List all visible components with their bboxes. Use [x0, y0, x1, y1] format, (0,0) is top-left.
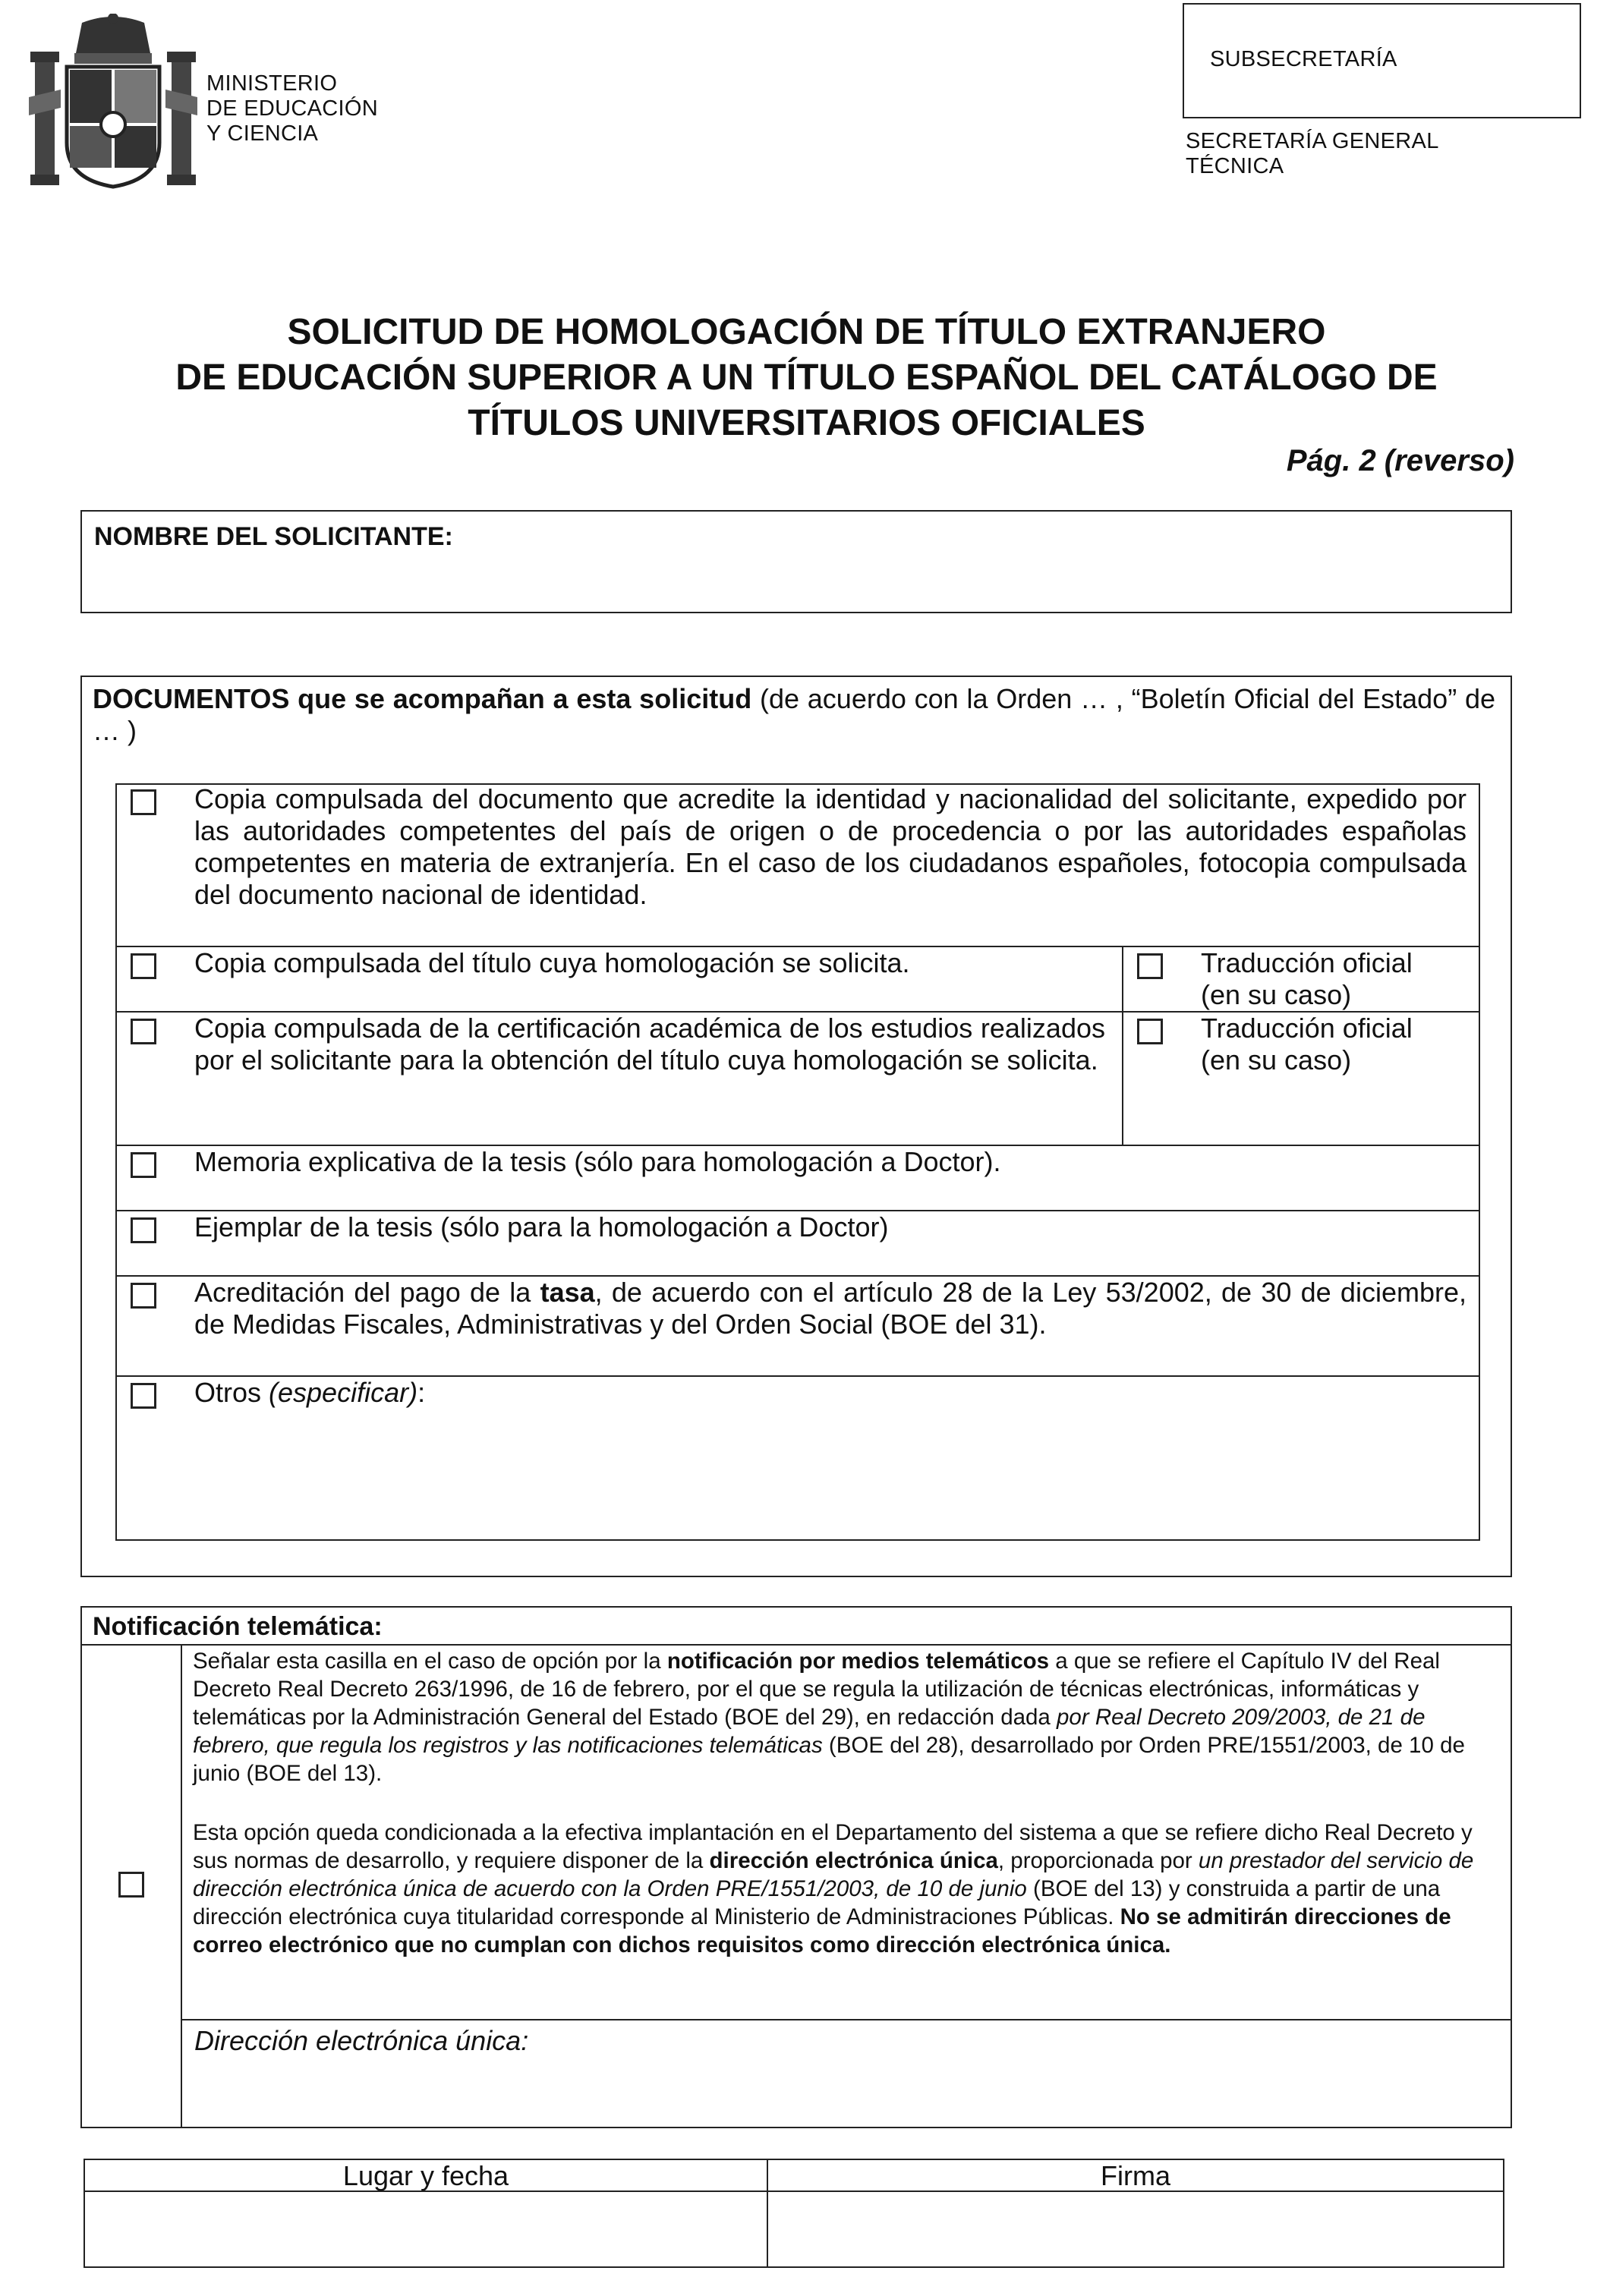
address-divider [181, 2019, 1512, 2020]
translation-line: Traducción oficial [1201, 1013, 1413, 1044]
subsecretaria-box [1183, 3, 1581, 118]
title-copy-text: Copia compulsada del título cuya homologación se solicita. [194, 947, 910, 978]
page-title [76, 310, 1537, 446]
translation-line: (en su caso) [1201, 1044, 1352, 1076]
fee-text-post: , de acuerdo con el artículo 28 de la Ley 53/2002, de 30 de diciembre, de Medidas Fiscales, Administrativas y del Orden Social (BOE del 31). [194, 1277, 1467, 1340]
thesis-copy-text: Ejemplar de la tesis (sólo para la homologación a Doctor) [194, 1211, 889, 1242]
documents-header-text: (de acuerdo con la Orden … , “Boletín Oficial del Estado” de … ) [93, 683, 1496, 746]
translation-line: Traducción oficial [1201, 947, 1413, 978]
p1-text-c: (BOE del 28), desarrollado por Orden PRE/1551/2003, de 10 de junio (BOE del 13). [193, 1733, 1465, 1786]
title-line: SOLICITUD DE HOMOLOGACIÓN DE TÍTULO EXTRANJERO [287, 312, 1326, 352]
secretaria-line: TÉCNICA [1186, 154, 1284, 178]
applicant-name-box[interactable] [80, 510, 1512, 613]
notification-column-divider [181, 1644, 182, 2128]
secretaria-line: SECRETARÍA GENERAL [1186, 129, 1439, 153]
thesis-copy-checkbox[interactable] [131, 1217, 156, 1243]
translation-1-checkbox[interactable] [1137, 953, 1163, 979]
other-documents-checkbox[interactable] [131, 1383, 156, 1409]
translation-1-text [1201, 947, 1413, 1011]
p1-text-bold: notificación por medios telemáticos [666, 1649, 1050, 1674]
certification-checkbox[interactable] [131, 1019, 156, 1044]
title-copy-checkbox[interactable] [131, 953, 156, 979]
ministry-name [206, 71, 378, 146]
notification-heading-divider [80, 1644, 1512, 1646]
documents-header [93, 683, 1495, 747]
notification-paragraph-1 [193, 1647, 1503, 1787]
p2-text-b: , proporcionada por [997, 1848, 1199, 1873]
translation-2-text [1201, 1013, 1413, 1076]
page-number: Pág. 2 (reverso) [1286, 444, 1514, 477]
secretaria-general-label [1186, 129, 1439, 179]
subsecretaria-label: SUBSECRETARÍA [1210, 47, 1397, 71]
place-date-input[interactable] [87, 2194, 764, 2265]
p1-text-italic: por Real Decreto 209/2003, de 21 de febrero, que regula los registros y las notificaciones telemáticas [193, 1705, 1426, 1758]
p2-text-c: (BOE del 13) y construida a partir de una dirección electrónica cuya titularidad corresponde al Ministerio de Administraciones Públicas. [193, 1876, 1441, 1929]
documents-header-bold: DOCUMENTOS que se acompañan a esta solicitud [93, 683, 752, 714]
column-divider [1122, 946, 1123, 1145]
thesis-memo-checkbox[interactable] [131, 1152, 156, 1178]
p2-text-bold: dirección electrónica única [709, 1848, 998, 1873]
notification-heading: Notificación telemática: [93, 1612, 383, 1641]
fee-text-bold: tasa [540, 1277, 595, 1308]
other-documents-input[interactable] [191, 1412, 1474, 1538]
thesis-memo-text: Memoria explicativa de la tesis (sólo para homologación a Doctor). [194, 1146, 1001, 1177]
identity-document-checkbox[interactable] [131, 789, 156, 815]
other-label: Otros [194, 1377, 269, 1408]
translation-line: (en su caso) [1201, 979, 1352, 1010]
other-specify: (especificar) [269, 1377, 418, 1408]
p2-text-bold-2: No se admitirán direcciones de correo electrónico que no cumplan con dichos requisitos como dirección electrónica única. [193, 1904, 1451, 1957]
notification-paragraph-2 [193, 1819, 1503, 1959]
coat-of-arms-logo [29, 14, 197, 190]
translation-2-checkbox[interactable] [1137, 1019, 1163, 1044]
applicant-name-label: NOMBRE DEL SOLICITANTE: [94, 522, 453, 551]
electronic-address-input[interactable] [191, 2061, 1504, 2124]
other-documents-label [194, 1377, 425, 1409]
fee-text-pre: Acreditación del pago de la [194, 1277, 540, 1308]
signature-header: Firma [1101, 2160, 1170, 2191]
other-colon: : [417, 1377, 426, 1408]
title-line: DE EDUCACIÓN SUPERIOR A UN TÍTULO ESPAÑOL DEL CATÁLOGO DE [175, 357, 1438, 398]
p2-text-a: Esta opción queda condicionada a la efectiva implantación en el Departamento del sistema a que se refiere dicho Real Decreto y sus normas de desarrollo, y requiere disponer de la [193, 1820, 1473, 1873]
p2-text-italic: un prestador del servicio de dirección electrónica única de acuerdo con la Orden PRE/1551/2003, de 10 de junio [193, 1848, 1474, 1901]
fee-payment-text [194, 1277, 1467, 1340]
p1-text-a: Señalar esta casilla en el caso de opción por la [193, 1649, 667, 1674]
telematic-notification-checkbox[interactable] [118, 1872, 144, 1898]
ministry-line: Y CIENCIA [206, 121, 319, 146]
certification-text: Copia compulsada de la certificación académica de los estudios realizados por el solicitante para la obtención del título cuya homologación se solicita. [194, 1013, 1105, 1076]
signature-input[interactable] [770, 2194, 1501, 2265]
title-line: TÍTULOS UNIVERSITARIOS OFICIALES [468, 403, 1145, 443]
ministry-line: DE EDUCACIÓN [206, 96, 378, 121]
fee-payment-checkbox[interactable] [131, 1283, 156, 1309]
ministry-line: MINISTERIO [206, 71, 338, 96]
identity-document-text: Copia compulsada del documento que acredite la identidad y nacionalidad del solicitante, expedido por las autoridades competentes del país de origen o de procedencia o por las autoridades españolas competentes en materia de extranjería. En el caso de los ciudadanos españoles, fotocopia compulsada del documento nacional de identidad. [194, 783, 1467, 910]
electronic-address-label: Dirección electrónica única: [194, 2025, 529, 2056]
place-date-header: Lugar y fecha [342, 2160, 509, 2191]
p1-text-b: a que se refiere el Capítulo IV del Real Decreto Real Decreto 263/1996, de 16 de febrero, por el que se regula la utilización de técnicas electrónicas, informáticas y telemáticas por la Administración General del Estado (BOE del 29), en redacción dada [193, 1649, 1440, 1730]
